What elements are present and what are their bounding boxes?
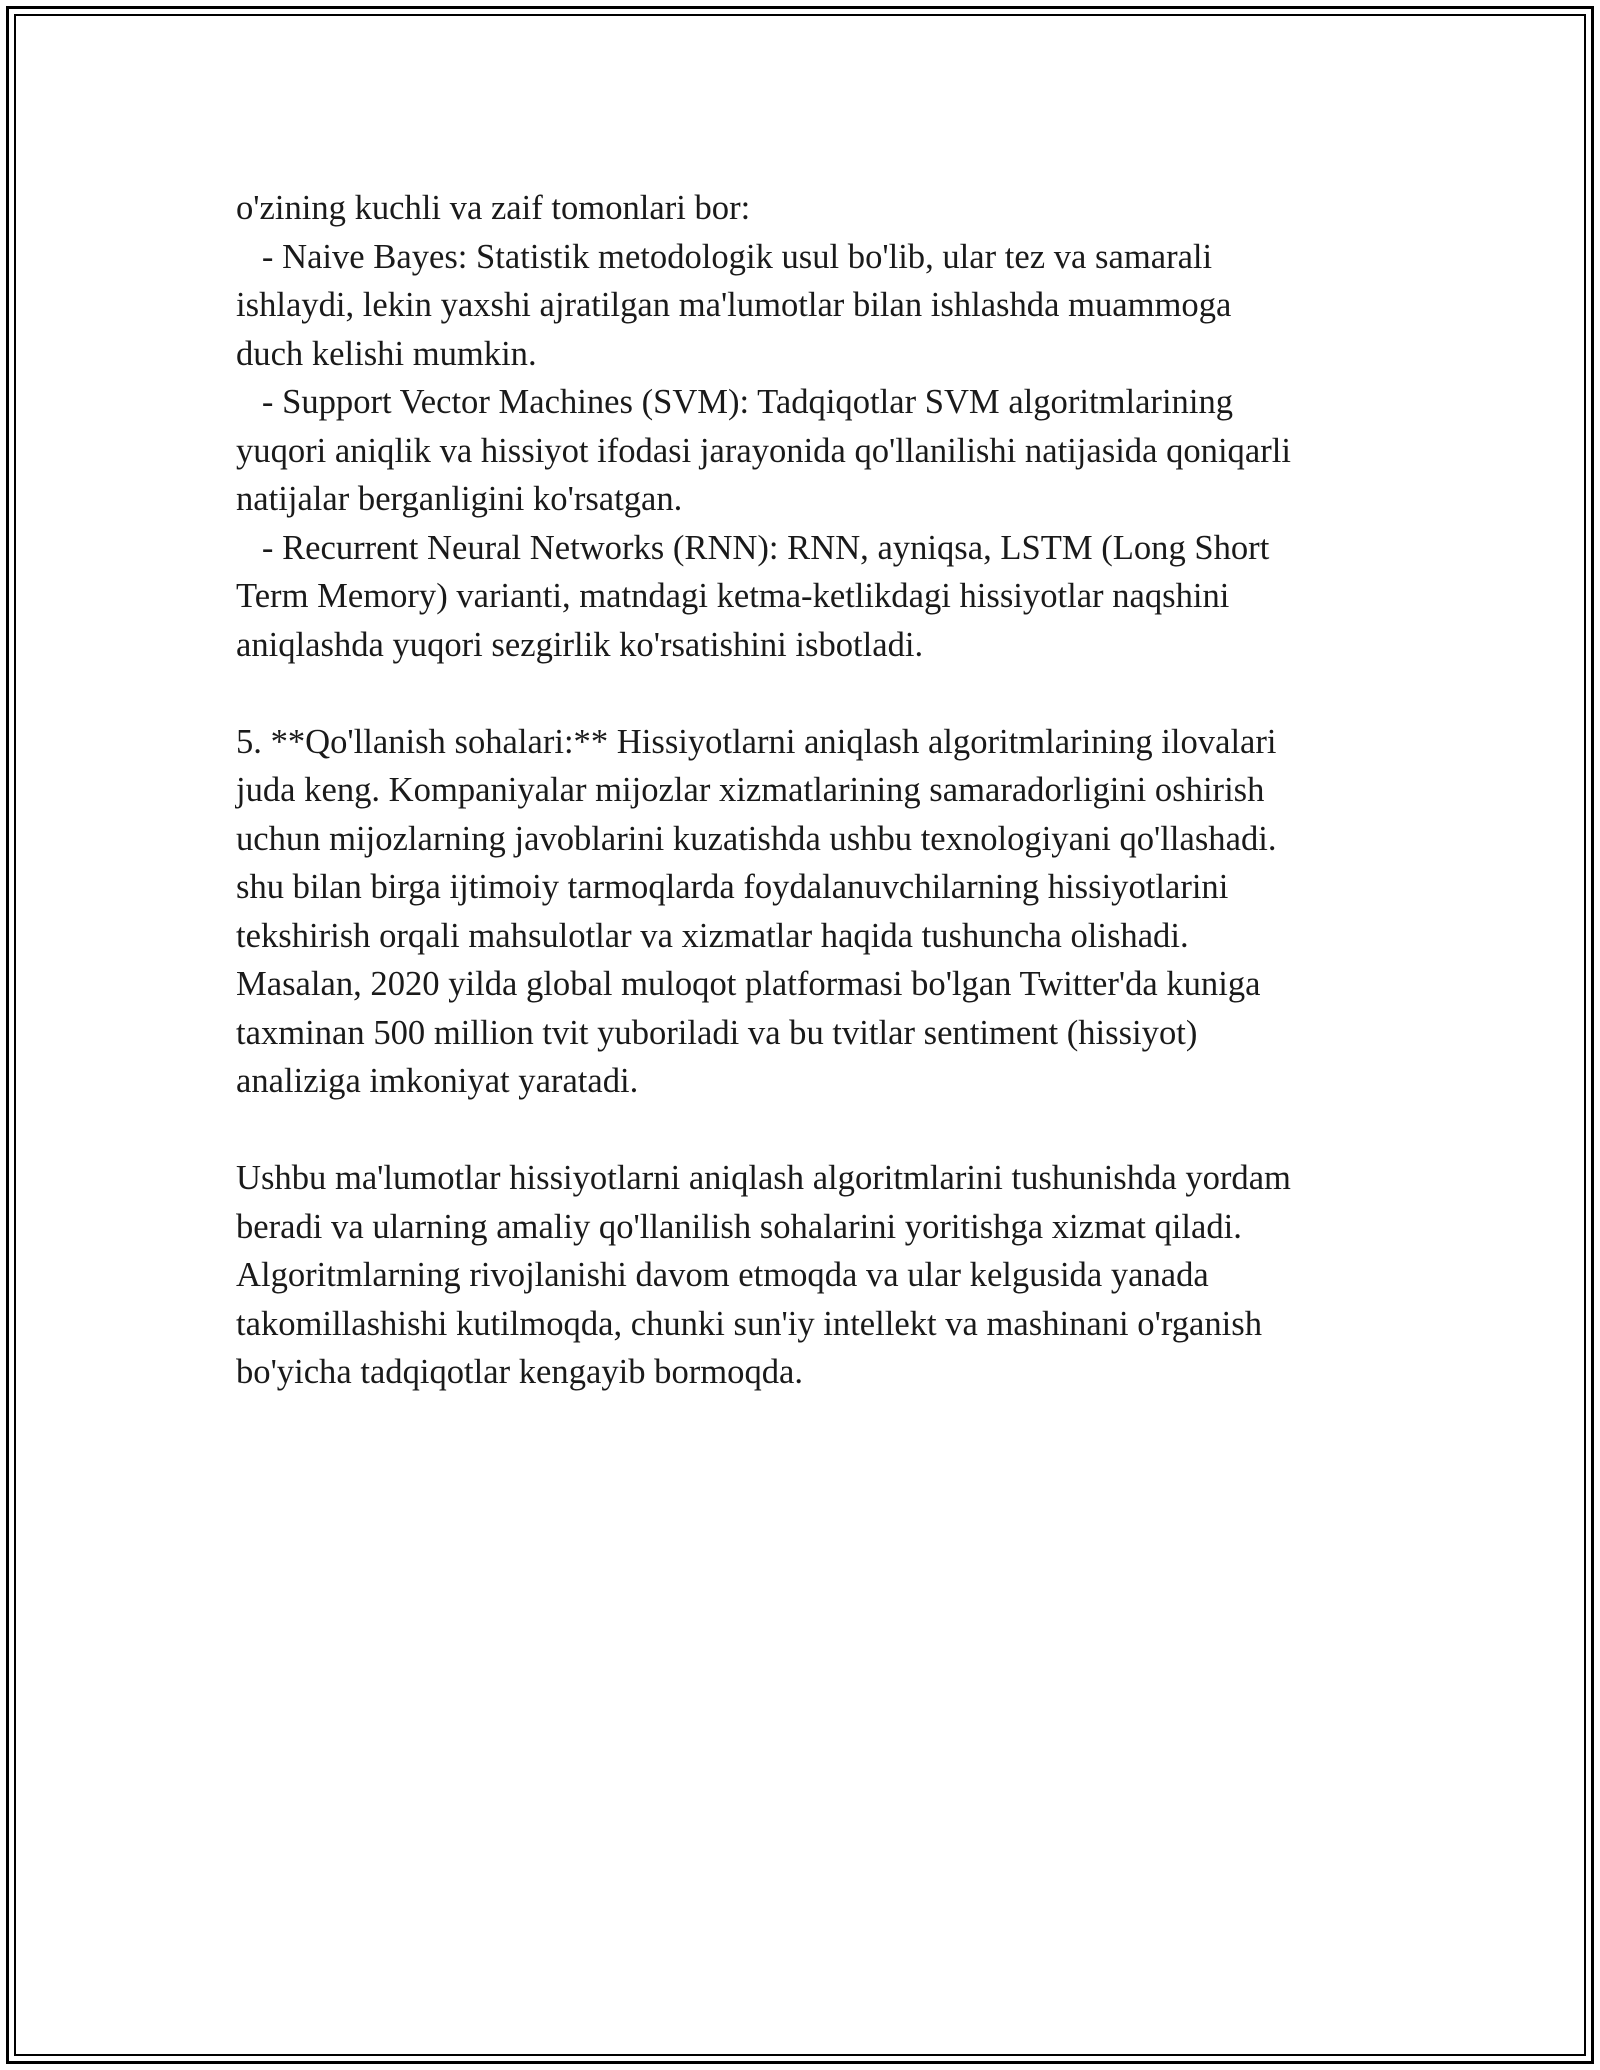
- text-line: Ushbu ma'lumotlar hissiyotlarni aniqlash algoritmlarini tushunishda yordam: [236, 1159, 1291, 1197]
- text-line: - Recurrent Neural Networks (RNN): RNN, ayniqsa, LSTM (Long Short: [236, 528, 1270, 567]
- text-line: Term Memory) varianti, matndagi ketma-ketlikdagi hissiyotlar naqshini: [236, 577, 1230, 615]
- text-line: o'zining kuchli va zaif tomonlari bor:: [236, 189, 751, 227]
- document-body: [236, 184, 1376, 1397]
- text-line: natijalar berganligini ko'rsatgan.: [236, 480, 683, 518]
- text-line: - Support Vector Machines (SVM): Tadqiqotlar SVM algoritmlarining: [236, 383, 1234, 421]
- text-line: tekshirish orqali mahsulotlar va xizmatlar haqida tushuncha olishadi.: [236, 916, 1189, 955]
- text-line: duch kelishi mumkin.: [236, 334, 537, 373]
- text-line: beradi va ularning amaliy qo'llanilish sohalarini yoritishga xizmat qiladi.: [236, 1207, 1242, 1246]
- text-line: juda keng. Kompaniyalar mijozlar xizmatlarining samaradorligini oshirish: [236, 771, 1265, 809]
- text-line: bo'yicha tadqiqotlar kengayib bormoqda.: [236, 1353, 804, 1391]
- paragraph-conclusion: [236, 1154, 1376, 1397]
- text-line: shu bilan birga ijtimoiy tarmoqlarda foydalanuvchilarning hissiyotlarini: [236, 868, 1229, 906]
- text-line: uchun mijozlarning javoblarini kuzatishda ushbu texnologiyani qo'llashadi.: [236, 819, 1277, 858]
- paragraph-gap: [236, 669, 1376, 718]
- text-line: - Naive Bayes: Statistik metodologik usul bo'lib, ular tez va samarali: [236, 237, 1213, 276]
- text-line: Algoritmlarning rivojlanishi davom etmoqda va ular kelgusida yanada: [236, 1256, 1209, 1294]
- paragraph-gap: [236, 1106, 1376, 1155]
- paragraph-intro-and-methods: [236, 184, 1376, 669]
- text-line: Masalan, 2020 yilda global muloqot platformasi bo'lgan Twitter'da kuniga: [236, 965, 1261, 1003]
- text-line: ishlaydi, lekin yaxshi ajratilgan ma'lumotlar bilan ishlashda muammoga: [236, 286, 1232, 324]
- paragraph-applications: [236, 718, 1376, 1106]
- text-line: taxminan 500 million tvit yuboriladi va bu tvitlar sentiment (hissiyot): [236, 1013, 1198, 1052]
- text-line: aniqlashda yuqori sezgirlik ko'rsatishini isbotladi.: [236, 625, 924, 664]
- text-line: takomillashishi kutilmoqda, chunki sun'iy intellekt va mashinani o'rganish: [236, 1304, 1262, 1343]
- text-line: 5. **Qo'llanish sohalari:** Hissiyotlarni aniqlash algoritmlarining ilovalari: [236, 722, 1277, 761]
- text-line: yuqori aniqlik va hissiyot ifodasi jarayonida qo'llanilishi natijasida qoniqarli: [236, 431, 1291, 470]
- text-line: analiziga imkoniyat yaratadi.: [236, 1062, 639, 1100]
